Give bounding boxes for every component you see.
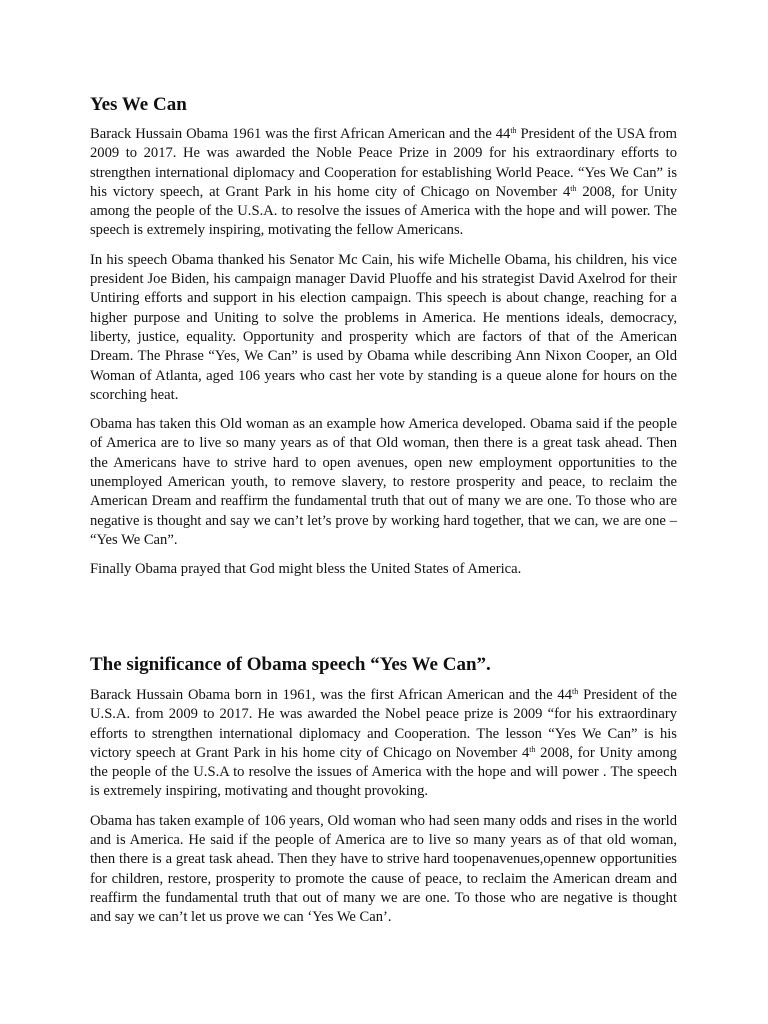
- paragraph-text: 2008, for Unity among the people of the U.S.A to resolve the issues of America with the hope and will power . The speech is extremely inspiring, motivating and thought provoking.: [90, 744, 677, 800]
- superscript: th: [510, 126, 517, 135]
- paragraph-2: Obama has taken example of 106 years, Old woman who had seen many odds and rises in the world and is America. He said if the people of America are to live so many years as of that old woman, then there is a great task ahead. Then they have to strive hard toopenavenues,opennew opportunities for children, restore, prosperity to promote the cause of peace, to reclaim the American dream and reaffirm the fundamental truth that out of many we are one. To those who are negative is thought and say we can’t let us prove we can ‘Yes We Can’.: [90, 812, 677, 926]
- paragraph-text: President of the U.S.A. from 2009 to 2017. He was awarded the Nobel peace prize is 2009 “for his extraordinary efforts to strengthen international diplomacy and Cooperation. The lesson “Yes We Can” is his victory speech at Grant Park in his home city of Chicago on November 4: [90, 687, 678, 761]
- paragraph-2: In his speech Obama thanked his Senator Mc Cain, his wife Michelle Obama, his children, his vice president Joe Biden, his campaign manager David Pluoffe and his strategist David Axelrod for their Untiring efforts and support in his election campaign. This speech is about change, reaching for a higher purpose and Uniting to solve the problems in America. He mentions ideals, democracy, liberty, justice, equality. Opportunity and prosperity which are factors of that of the American Dream. The Phrase “Yes, We Can” is used by Obama while describing Ann Nixon Cooper, an Old Woman of Atlanta, aged 106 years who cast her vote by standing is a queue alone for hours on the scorching heat.: [90, 251, 677, 403]
- section-yes-we-can: [90, 92, 677, 590]
- superscript: th: [572, 687, 579, 696]
- paragraph-4: Finally Obama prayed that God might bless the United States of America.: [90, 561, 522, 578]
- paragraph-1: [90, 125, 677, 241]
- superscript: th: [529, 744, 536, 754]
- section-title: The significance of Obama speech “Yes We Can”.: [90, 654, 491, 675]
- paragraph-text: 2008, for Unity among the people of the U.S.A. to resolve the issues of America with the hope and will power. The speech is extremely inspiring, motivating the fellow Americans.: [90, 183, 678, 239]
- paragraph-1: [90, 686, 677, 802]
- paragraph-3: Obama has taken this Old woman as an example how America developed. Obama said if the people of America are to live so many years as of that Old woman, then there is a great task ahead. Then the Americans have to strive hard to open avenues, open new employment opportunities to the unemployed American youth, to remove slavery, to restore prosperity and peace, to reclaim the American Dream and reaffirm the fundamental truth that out of many we are one. To those who are negative is thought and say we can’t let’s prove by working hard together, that we can, we are one – “Yes We Can”.: [90, 416, 677, 548]
- section-significance: [90, 652, 677, 938]
- section-title: Yes We Can: [90, 94, 187, 115]
- paragraph-text: President of the USA from 2009 to 2017. He was awarded the Noble Peace Prize in 2009 for his extraordinary efforts to strengthen international diplomacy and Cooperation for establishing World Peace. “Yes We Can” is his victory speech, at Grant Park in his home city of Chicago on November 4: [90, 126, 677, 200]
- paragraph-text: Barack Hussain Obama 1961 was the first African American and the 44: [90, 126, 511, 142]
- superscript: th: [570, 183, 577, 193]
- paragraph-text: Barack Hussain Obama born in 1961, was the first African American and the 44: [90, 687, 573, 703]
